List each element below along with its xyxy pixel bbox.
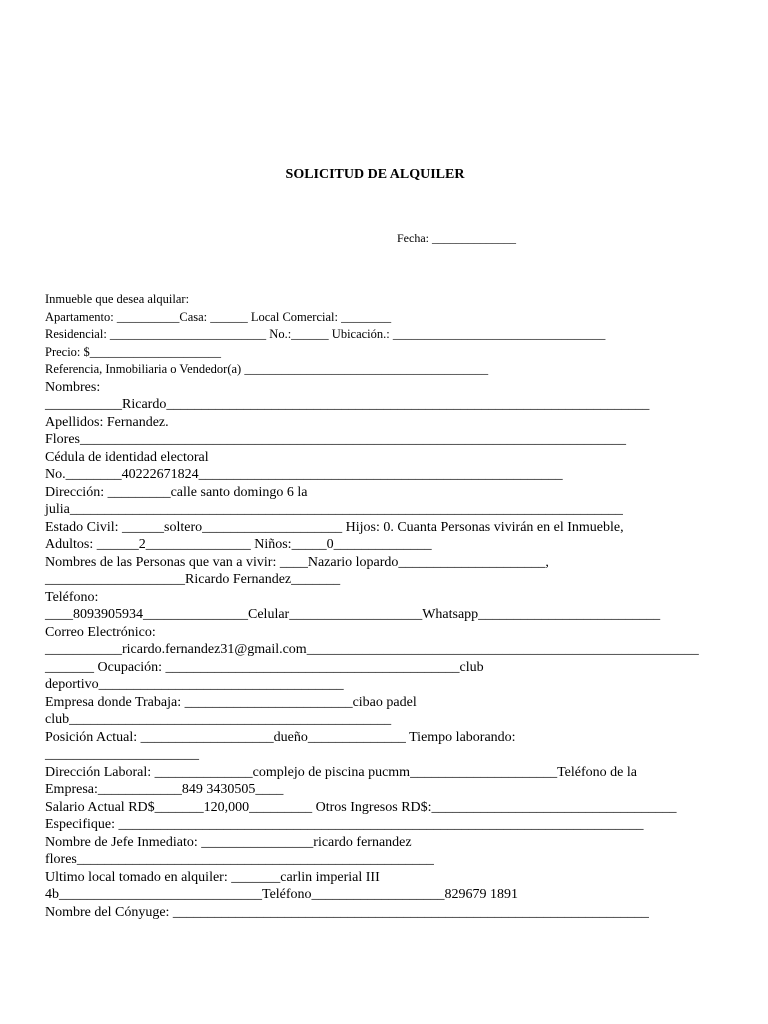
form-line: Apartamento: __________Casa: ______ Local Comercial: ________ xyxy=(45,309,392,324)
form-line: Empresa donde Trabaja: ________________________cibao padel xyxy=(45,694,417,710)
form-line: Correo Electrónico: xyxy=(45,624,156,640)
page-title: SOLICITUD DE ALQUILER xyxy=(285,167,465,182)
form-line: Nombre del Cónyuge: ____________________________________________________________________ xyxy=(45,904,649,920)
form-line: ____________________Ricardo Fernandez_______ xyxy=(45,572,341,587)
form-line: Ultimo local tomado en alquiler: _______carlin imperial III xyxy=(45,869,380,885)
form-line: No.________40222671824____________________________________________________ xyxy=(45,467,563,482)
form-line: ____8093905934_______________Celular___________________Whatsapp__________________________ xyxy=(45,607,661,622)
form-line: deportivo___________________________________ xyxy=(45,677,344,692)
form-line: Dirección: _________calle santo domingo 6 la xyxy=(45,484,308,500)
form-line: Precio: $_____________________ xyxy=(45,344,222,359)
form-line: ___________Ricardo_____________________________________________________________________ xyxy=(45,397,650,412)
form-line: Posición Actual: ___________________dueño______________ Tiempo laborando: xyxy=(45,729,516,745)
form-line: ___________ricardo.fernandez31@gmail.com________________________________________________________ xyxy=(45,642,699,657)
form-line: _______ Ocupación: __________________________________________club xyxy=(45,659,484,675)
form-line: 4b_____________________________Teléfono___________________829679 1891 xyxy=(45,887,519,902)
form-line: Referencia, Inmobiliaria o Vendedor(a) _______________________________________ xyxy=(45,362,489,376)
form-line: Especifique: ___________________________________________________________________________ xyxy=(45,817,644,832)
form-line: Residencial: _________________________ No.:______ Ubicación.: __________________________________ xyxy=(45,327,606,341)
form-line: club______________________________________________ xyxy=(45,712,392,727)
form-line: Cédula de identidad electoral xyxy=(45,449,209,465)
form-line: Salario Actual RD$_______120,000_________ Otros Ingresos RD$:___________________________________ xyxy=(45,799,677,815)
form-line: Nombres: xyxy=(45,379,101,395)
form-line: flores___________________________________________________ xyxy=(45,852,434,867)
form-line: Inmueble que desea alquilar: xyxy=(45,292,190,306)
form-body xyxy=(45,291,735,921)
form-line: Nombres de las Personas que van a vivir: ____Nazario lopardo_____________________, xyxy=(45,554,549,570)
form-line: Flores______________________________________________________________________________ xyxy=(45,432,626,447)
form-line: Teléfono: xyxy=(45,589,99,605)
form-line: julia_______________________________________________________________________________ xyxy=(45,502,623,517)
form-line: Estado Civil: ______soltero____________________ Hijos: 0. Cuanta Personas vivirán en el Inmueble, xyxy=(45,519,624,535)
form-line: Dirección Laboral: ______________complejo de piscina pucmm_____________________Teléfono de la xyxy=(45,764,637,780)
form-line: Empresa:____________849 3430505____ xyxy=(45,782,284,797)
form-line: ______________________ xyxy=(45,747,199,762)
form-line: Adultos: ______2_______________ Niños:_____0______________ xyxy=(45,537,432,552)
form-line: Apellidos: Fernandez. xyxy=(45,414,169,430)
form-line: Nombre de Jefe Inmediato: ________________ricardo fernandez xyxy=(45,834,412,850)
date-line: Fecha: ______________ xyxy=(397,231,516,245)
